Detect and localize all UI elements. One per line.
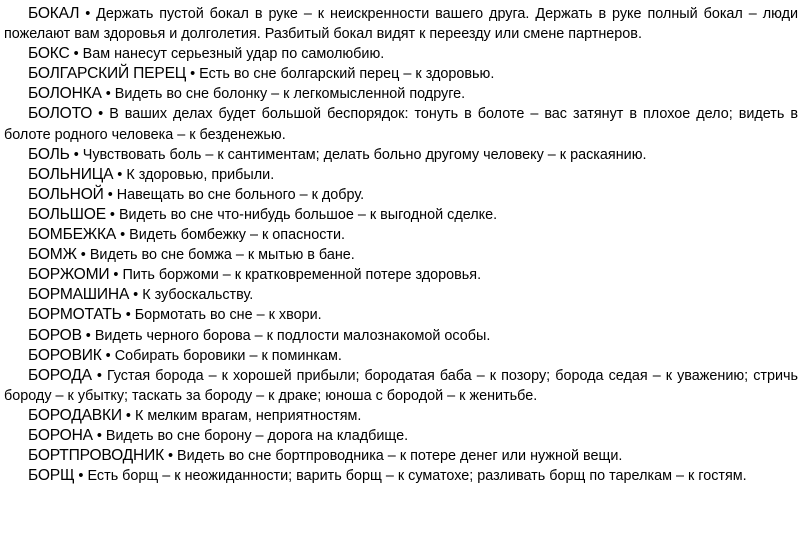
- entry-term: БОРОДАВКИ: [28, 406, 122, 424]
- bullet-separator: •: [113, 267, 119, 284]
- entry-definition: Видеть во сне бортпроводника – к потере денег или нужной вещи.: [177, 448, 623, 465]
- entry-term: БОРМОТАТЬ: [28, 306, 122, 324]
- dictionary-entry: [4, 466, 798, 486]
- dictionary-entry: [4, 366, 798, 406]
- dictionary-entry: [4, 326, 798, 346]
- bullet-separator: •: [80, 247, 86, 264]
- dictionary-entry: [4, 165, 798, 185]
- entry-definition: Есть борщ – к неожиданности; варить борщ – к суматохе; разливать борщ по тарелкам – к гостям.: [87, 468, 747, 485]
- dictionary-entry: [4, 245, 798, 265]
- entry-definition: К здоровью, прибыли.: [126, 166, 275, 183]
- entry-definition: Пить боржоми – к кратковременной потере здоровья.: [122, 267, 482, 284]
- bullet-separator: •: [168, 448, 174, 465]
- entry-term: БОКАЛ: [28, 5, 80, 22]
- bullet-separator: •: [96, 367, 102, 384]
- bullet-separator: •: [120, 227, 126, 244]
- entry-term: БОМБЕЖКА: [28, 226, 117, 244]
- bullet-separator: •: [125, 307, 131, 324]
- entry-definition: Чувствовать боль – к сантиментам; делать больно другому человеку – к раскаянию.: [82, 146, 647, 163]
- bullet-separator: •: [73, 146, 79, 163]
- dictionary-entry: [4, 346, 798, 366]
- bullet-separator: •: [85, 327, 91, 344]
- dictionary-entry: [4, 285, 798, 305]
- entry-term: БОРЩ: [28, 467, 75, 485]
- entry-definition: Собирать боровики – к поминкам.: [114, 347, 342, 364]
- dictionary-entry: [4, 44, 798, 64]
- dictionary-entry: [4, 406, 798, 426]
- dictionary-entry: [4, 104, 798, 144]
- bullet-separator: •: [78, 468, 84, 485]
- entry-definition: Видеть во сне что-нибудь большое – к выгодной сделке.: [118, 206, 498, 223]
- dictionary-entry: [4, 305, 798, 325]
- bullet-separator: •: [133, 287, 139, 304]
- dictionary-entry: [4, 225, 798, 245]
- dictionary-entry: [4, 265, 798, 285]
- entry-definition: Густая борода – к хорошей прибыли; бородатая баба – к позору; борода седая – к уважению; стричь бороду – к убытку; таскать за бороду – к драке; юноша с бородой – к женитьбе.: [4, 367, 799, 404]
- entry-definition: Видеть во сне бомжа – к мытью в бане.: [89, 247, 355, 264]
- bullet-separator: •: [85, 6, 91, 22]
- entry-definition: К мелким врагам, неприятностям.: [134, 407, 362, 424]
- dictionary-entry: [4, 145, 798, 165]
- dictionary-entry: [4, 84, 798, 104]
- entry-term: БОРОВИК: [28, 346, 102, 364]
- dictionary-entry: [4, 64, 798, 84]
- entry-term: БОРМАШИНА: [28, 286, 130, 304]
- entry-term: БОРЖОМИ: [28, 266, 110, 284]
- bullet-separator: •: [107, 186, 113, 203]
- entry-term: БОЛЬ: [28, 145, 70, 163]
- entry-definition: Видеть черного борова – к подлости малознакомой особы.: [94, 327, 491, 344]
- entry-definition: Навещать во сне больного – к добру.: [116, 186, 365, 203]
- entry-definition: Вам нанесут серьезный удар по самолюбию.: [82, 46, 385, 63]
- entry-definition: К зубоскальству.: [142, 287, 254, 304]
- dictionary-entry: [4, 185, 798, 205]
- dictionary-entry: [4, 205, 798, 225]
- bullet-separator: •: [105, 347, 111, 364]
- bullet-separator: •: [125, 407, 131, 424]
- entry-definition: Видеть во сне борону – дорога на кладбище.: [105, 427, 409, 444]
- dictionary-entry: [4, 426, 798, 446]
- entry-term: БОМЖ: [28, 246, 77, 264]
- entry-definition: Видеть во сне болонку – к легкомысленной подруге.: [114, 86, 466, 103]
- bullet-separator: •: [96, 427, 102, 444]
- entry-definition: Видеть бомбежку – к опасности.: [129, 227, 346, 244]
- entry-term: БОРОДА: [28, 366, 92, 384]
- entry-definition: Есть во сне болгарский перец – к здоровью.: [199, 66, 495, 83]
- entry-term: БОЛЬНИЦА: [28, 165, 114, 183]
- entry-term: БОЛОНКА: [28, 85, 102, 103]
- bullet-separator: •: [105, 86, 111, 103]
- bullet-separator: •: [98, 106, 104, 123]
- bullet-separator: •: [190, 66, 196, 83]
- dictionary-entry: [4, 4, 798, 44]
- entry-term: БОКС: [28, 45, 70, 63]
- entry-definition: Держать пустой бокал в руке – к неискренности вашего друга. Держать в руке полный бокал – люди пожелают вам здоровья и долголетия. Разбитый бокал видят к переезду или смене партнеров.: [4, 6, 799, 43]
- entry-term: БОРТПРОВОДНИК: [28, 447, 164, 465]
- bullet-separator: •: [117, 166, 123, 183]
- entry-term: БОЛЬНОЙ: [28, 185, 104, 203]
- bullet-separator: •: [73, 46, 79, 63]
- entry-definition: Бормотать во сне – к хвори.: [134, 307, 322, 324]
- dictionary-entry: [4, 446, 798, 466]
- entry-term: БОРОВ: [28, 326, 82, 344]
- entry-term: БОЛОТО: [28, 105, 93, 123]
- entry-term: БОРОНА: [28, 426, 93, 444]
- bullet-separator: •: [109, 206, 115, 223]
- entry-term: БОЛЬШОЕ: [28, 205, 106, 223]
- entry-term: БОЛГАРСКИЙ ПЕРЕЦ: [28, 65, 187, 83]
- entry-definition: В ваших делах будет большой беспорядок: тонуть в болоте – вас затянут в плохое дело; видеть в болоте родного человека – к безденежью.: [4, 106, 799, 143]
